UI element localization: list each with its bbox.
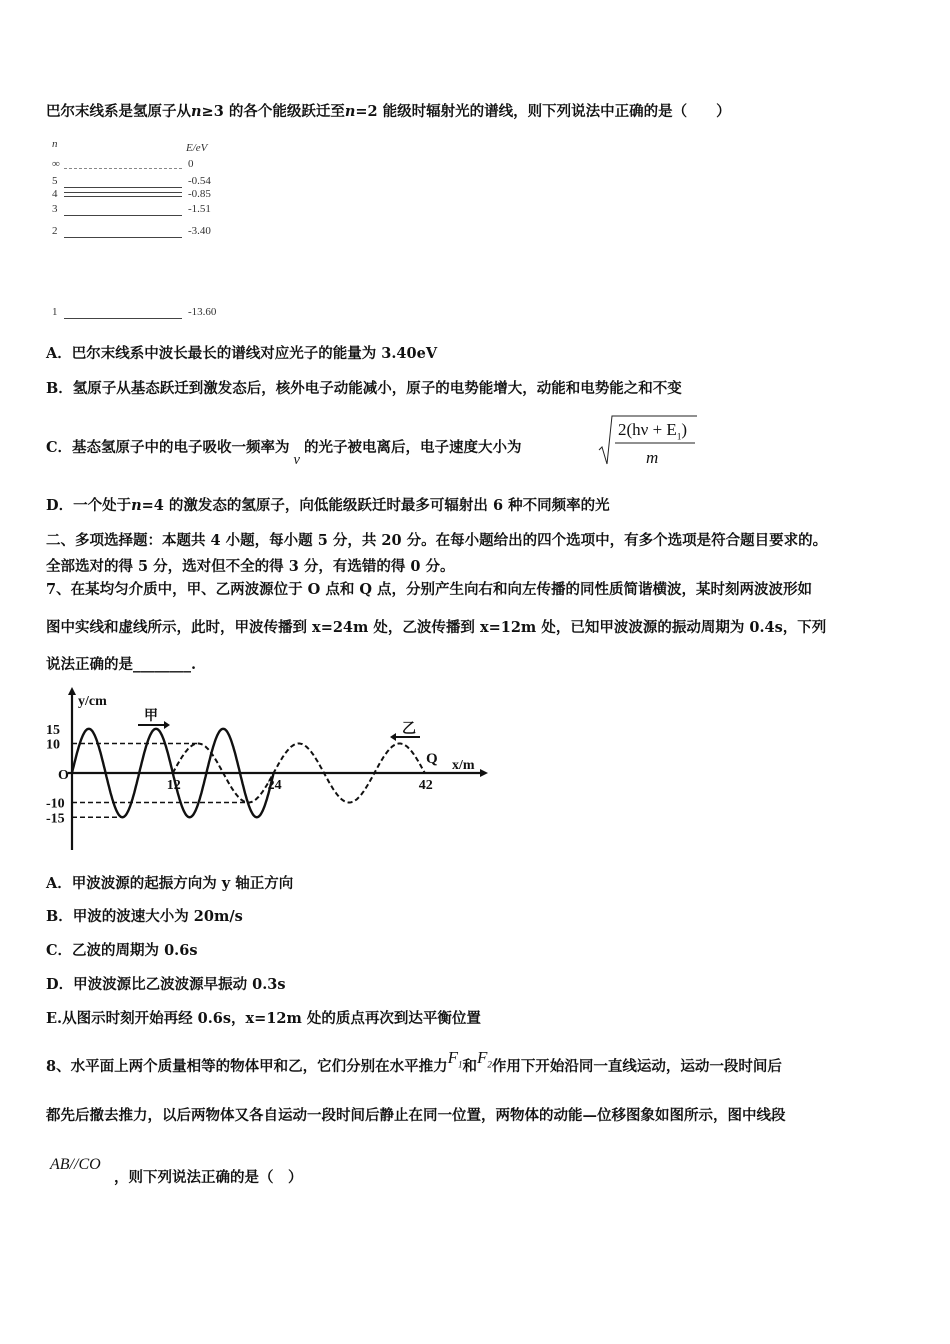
nu-symbol: ν: [293, 452, 300, 468]
q6-option-d: [46, 496, 610, 516]
q6-option-c: [46, 438, 522, 468]
arrow-head: [390, 733, 396, 741]
y-axis-label: y/cm: [78, 694, 107, 709]
y-tick-label: 10: [46, 737, 60, 753]
text: 巴尔末线系是氢原子从: [46, 103, 191, 120]
level-energy-label: -13.60: [188, 306, 217, 318]
level-n-label: 3: [52, 203, 58, 215]
section-heading-line1: 二、多项选择题：本题共 4 小题，每小题 5 分，共 20 分。在每小题给出的四个选项中，有多个选项是符合题目要求的。: [46, 532, 828, 549]
level-n-label: 5: [52, 175, 58, 187]
q6-option-a: A．巴尔末线系中波长最长的谱线对应光子的能量为 3.40eV: [46, 345, 438, 362]
q7-option: D．甲波波源比乙波波源早振动 0.3s: [46, 976, 286, 993]
text: n: [344, 103, 356, 120]
text: 2: [487, 1059, 492, 1070]
arrow-head: [164, 721, 170, 729]
n-axis-label: n: [52, 138, 58, 150]
text: 和: [462, 1058, 477, 1075]
q7-stem-line1: 7、在某均匀介质中，甲、乙两波源位于 O 点和 Q 点，分别产生向右和向左传播的同性质简谐横波，某时刻两波波形如: [46, 581, 813, 598]
x-axis-arrow-icon: [480, 769, 488, 777]
level-energy-label: -0.85: [188, 188, 211, 200]
energy-level-line: [64, 192, 182, 193]
level-energy-label: -3.40: [188, 225, 211, 237]
level-n-label: 4: [52, 188, 58, 200]
text: 1: [676, 431, 682, 442]
q-point-label: Q: [426, 751, 438, 767]
text: 的光子被电离后，电子速度大小为: [303, 439, 522, 456]
text: ≥3 的各个能级跃迁至: [201, 103, 345, 120]
formula-denominator: m: [646, 448, 659, 467]
q8-stem-line1: [46, 1048, 782, 1082]
wave-jia-label: 甲: [144, 709, 158, 724]
text: 作用下开始沿同一直线运动，运动一段时间后: [491, 1058, 782, 1075]
text: 2(hν + E: [618, 420, 677, 439]
text: n: [191, 103, 202, 120]
q7-stem-line3: 说法正确的是________.: [46, 656, 197, 673]
energy-level-line: [64, 237, 182, 238]
energy-level-diagram: [46, 138, 246, 318]
energy-level-line: [64, 215, 182, 216]
text: ): [681, 420, 687, 439]
text: 1: [457, 1059, 463, 1070]
f1-symbol: [447, 1048, 463, 1070]
text: C．基态氢原子中的电子吸收一频率为: [46, 439, 290, 456]
x-tick-label: 42: [418, 778, 433, 793]
x-tick-label: 24: [267, 778, 282, 793]
f2-symbol: [476, 1048, 492, 1070]
q7-option: E.从图示时刻开始再经 0.6s，x=12m 处的质点再次到达平衡位置: [46, 1010, 481, 1027]
text: 8、水平面上两个质量相等的物体甲和乙，它们分别在水平推力: [46, 1058, 448, 1075]
energy-axis-label: E/eV: [186, 142, 208, 154]
q8-stem-line3: ，则下列说法正确的是（ ）: [114, 1169, 303, 1186]
q7-option: C．乙波的周期为 0.6s: [46, 942, 198, 959]
energy-level-line: [64, 187, 182, 188]
energy-level-line: [64, 318, 182, 319]
y-axis-arrow-icon: [68, 687, 76, 695]
level-energy-label: -0.54: [188, 175, 211, 187]
level-n-label: 1: [52, 306, 58, 318]
text: n: [131, 497, 142, 514]
wave-figure: [40, 685, 490, 860]
q7-stem-line2: 图中实线和虚线所示，此时，甲波传播到 x=24m 处，乙波传播到 x=12m 处，已知甲波波源的振动周期为 0.4s，下列: [46, 619, 827, 636]
origin-label: O: [58, 768, 69, 783]
y-tick-label: 15: [46, 722, 60, 738]
q8-stem-line2: 都先后撤去推力，以后两物体又各自运动一段时间后静止在同一位置，两物体的动能—位移图象如图所示，图中线段: [46, 1107, 786, 1124]
y-tick-label: -10: [46, 796, 65, 812]
x-axis-label: x/m: [452, 758, 475, 773]
x-tick-label: 12: [166, 778, 181, 793]
q6-option-b: B．氢原子从基态跃迁到激发态后，核外电子动能减小，原子的电势能增大，动能和电势能之和不变: [46, 380, 682, 397]
y-tick-label: -15: [46, 811, 65, 827]
text: F: [476, 1048, 488, 1067]
text: F: [447, 1048, 458, 1067]
velocity-formula: [598, 412, 698, 470]
ab-parallel-co: AB//CO: [50, 1156, 101, 1173]
text: D．一个处于: [46, 497, 132, 514]
energy-level-line: [64, 168, 182, 169]
q7-option: B．甲波的波速大小为 20m/s: [46, 908, 243, 925]
text: =2 能级时辐射光的谱线，则下列说法中正确的是（ ）: [355, 103, 731, 120]
energy-level-line: [64, 196, 182, 197]
level-n-label: 2: [52, 225, 58, 237]
wave-yi-label: 乙: [402, 722, 416, 737]
level-energy-label: -1.51: [188, 203, 211, 215]
level-energy-label: 0: [188, 158, 194, 170]
text: =4 的激发态的氢原子，向低能级跃迁时最多可辐射出 6 种不同频率的光: [141, 497, 610, 514]
level-n-label: ∞: [52, 158, 60, 170]
formula-numerator: [618, 420, 687, 441]
q7-option: A．甲波波源的起振方向为 y 轴正方向: [46, 875, 294, 892]
section-heading-line2: 全部选对的得 5 分，选对但不全的得 3 分，有选错的得 0 分。: [46, 558, 455, 575]
q6-stem: [46, 102, 731, 122]
